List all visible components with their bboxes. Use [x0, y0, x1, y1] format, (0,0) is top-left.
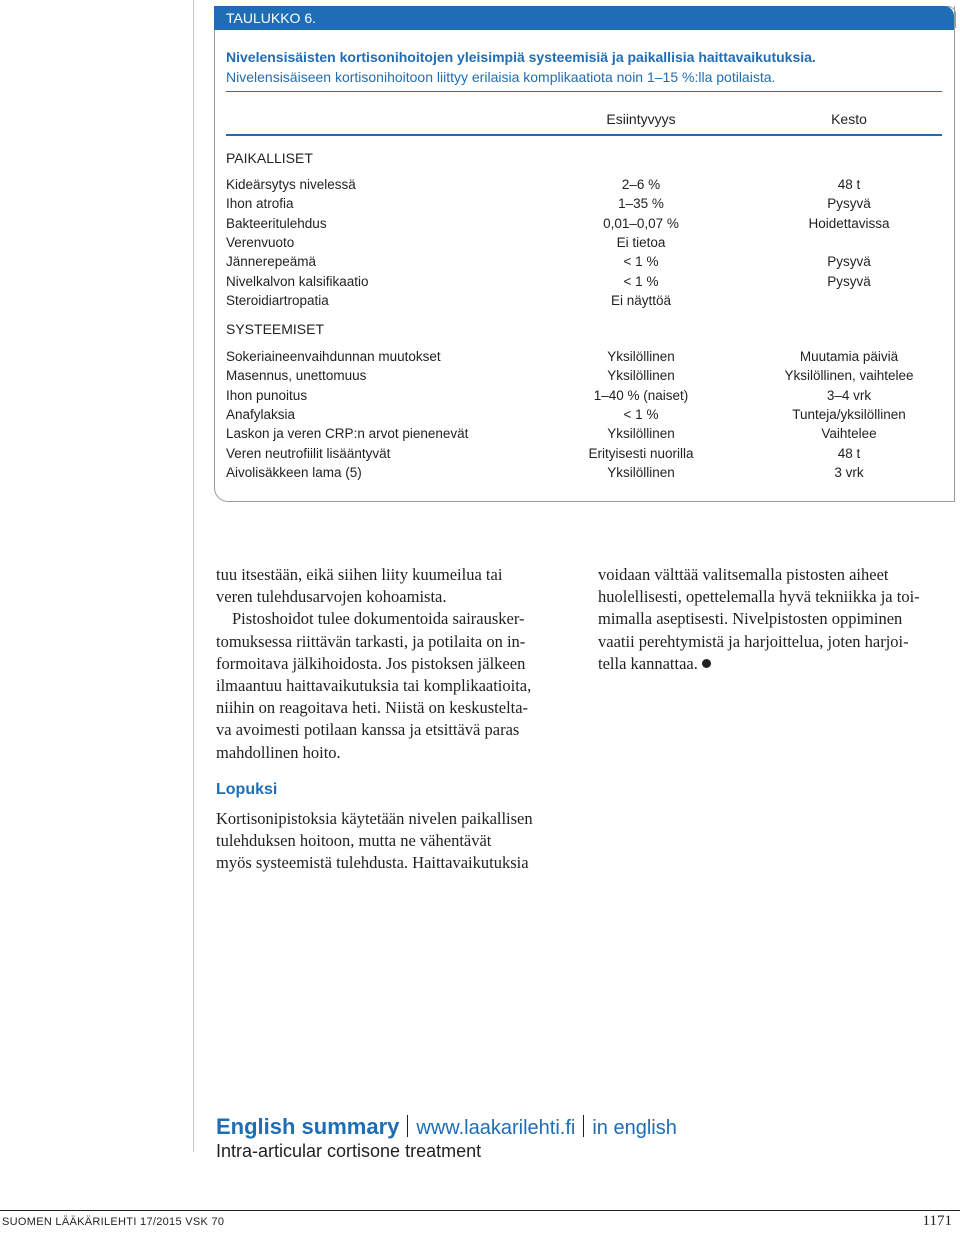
table-header-bottom-rule — [226, 134, 942, 136]
table-cell-frequency: 2–6 % — [621, 177, 661, 192]
table-cell-name: Steroidiartropatia — [226, 292, 329, 308]
table-cell-name: Ihon atrofia — [226, 196, 294, 212]
text-line — [598, 653, 958, 675]
footer-journal-info: SUOMEN LÄÄKÄRILEHTI 17/2015 VSK 70 — [2, 1216, 225, 1228]
table-cell-name: Verenvuoto — [226, 234, 295, 250]
left-column-rule — [193, 0, 194, 1152]
table-cell-name: Anafylaksia — [226, 406, 296, 422]
separator-bar — [583, 1115, 584, 1137]
table-cell-name: Bakteeritulehdus — [226, 215, 327, 231]
table-cell-name: Veren neutrofiilit lisääntyvät — [226, 445, 391, 461]
separator-bar — [407, 1115, 408, 1137]
text-line: mimalla aseptisesti. Nivelpistosten oppiminen — [598, 609, 903, 629]
table-row — [226, 214, 942, 233]
table-cell-frequency: < 1 % — [623, 254, 659, 270]
table-row — [226, 424, 942, 443]
table-cell-frequency: Ei tietoa — [616, 234, 666, 250]
table-row — [226, 347, 942, 366]
text-line: va avoimesti potilaan kanssa ja etsittävä paras — [216, 720, 520, 740]
text-line: tuu itsestään, eikä siihen liity kuumeilua tai — [216, 565, 503, 584]
text-line: myös systeemistä tulehdusta. Haittavaikutuksia — [216, 853, 529, 873]
table-cell-name: Jännerepeämä — [226, 254, 317, 270]
table-cell-duration: Pysyvä — [827, 196, 871, 212]
table-cell-frequency: Ei näyttöä — [610, 292, 672, 308]
text-line: voidaan välttää valitsemalla pistosten aiheet — [598, 565, 889, 584]
table-cell-duration: Pysyvä — [827, 254, 871, 270]
text-line: tomuksessa riittävän tarkasti, ja potilaita on in- — [216, 631, 526, 651]
english-summary — [216, 1114, 677, 1140]
table-cell-frequency: < 1 % — [623, 406, 659, 422]
table-row — [226, 366, 942, 385]
table-cell-duration: Yksilöllinen, vaihtelee — [784, 368, 914, 384]
english-summary-section-link[interactable]: in english — [592, 1117, 677, 1139]
text-line: huolellisesti, opettelemalla hyvä tekniikka ja toi- — [598, 587, 920, 607]
text-line: niihin on reagoitava heti. Niistä on keskustelta- — [216, 698, 529, 718]
end-of-article-bullet-icon — [702, 659, 711, 668]
english-summary-url-link[interactable]: www.laakarilehti.fi — [416, 1117, 576, 1139]
text-line: veren tulehdusarvojen kohoamista. — [216, 587, 447, 607]
lopuksi-paragraph — [216, 808, 576, 875]
table-cell-frequency: 1–35 % — [618, 196, 664, 212]
table-cell-duration: Pysyvä — [827, 273, 871, 289]
table-cell-duration: Muutamia päiviä — [799, 349, 899, 364]
table-header-top-rule — [226, 91, 942, 92]
table-cell-frequency: 0,01–0,07 % — [603, 215, 679, 231]
text-line: Pistoshoidot tulee dokumentoida sairausker- — [232, 609, 525, 629]
column-header-esiintyvyys: Esiintyvyys — [606, 111, 676, 127]
table-row — [226, 463, 942, 482]
subhead-lopuksi: Lopuksi — [216, 781, 278, 798]
table-row — [226, 175, 942, 194]
table-cell-frequency: Yksilöllinen — [607, 368, 675, 384]
english-summary-subtitle: Intra-articular cortisone treatment — [216, 1141, 482, 1161]
table-label: TAULUKKO 6. — [214, 6, 954, 30]
body-left-column — [216, 564, 576, 764]
table-row — [226, 405, 942, 424]
text-line: vaatii perehtymistä ja harjoittelua, joten harjoi- — [598, 631, 909, 651]
table-row — [226, 444, 942, 463]
table-cell-duration: 3 vrk — [834, 464, 864, 480]
table-cell-frequency: Yksilöllinen — [607, 426, 675, 442]
table-cell-duration: Vaihtelee — [821, 426, 877, 442]
table-row — [226, 252, 942, 271]
section-title-systemic: SYSTEEMISET — [226, 321, 325, 337]
table-cell-name: Masennus, unettomuus — [226, 368, 367, 384]
text-line: Kortisonipistoksia käytetään nivelen paikallisen — [216, 809, 533, 828]
table-row — [226, 386, 942, 405]
section-title-local: PAIKALLISET — [226, 150, 313, 166]
table-cell-frequency: < 1 % — [623, 273, 659, 289]
text-line-end: tella kannattaa. — [598, 653, 698, 673]
table-caption-line1: Nivelensisäisten kortisonihoitojen yleisimpiä systeemisiä ja paikallisia haittavaikutuksia. — [226, 49, 816, 65]
table-cell-duration: Hoidettavissa — [808, 215, 890, 231]
table-cell-name: Nivelkalvon kalsifikaatio — [226, 273, 369, 289]
text-line: mahdollinen hoito. — [216, 742, 341, 762]
table-cell-frequency: Yksilöllinen — [607, 464, 675, 480]
text-line: tulehduksen hoitoon, mutta ne vähentävät — [216, 831, 492, 851]
table-caption-line2: Nivelensisäiseen kortisonihoitoon liittyy erilaisia komplikaatiota noin 1–15 %:lla potilaista. — [226, 69, 776, 85]
table-cell-frequency: 1–40 % (naiset) — [593, 387, 689, 403]
table-cell-name: Kideärsytys nivelessä — [226, 177, 356, 192]
table-row — [226, 291, 942, 310]
table-cell-frequency: Erityisesti nuorilla — [588, 445, 694, 461]
body-right-column — [598, 564, 958, 675]
table-row — [226, 194, 942, 213]
table-cell-name: Laskon ja veren CRP:n arvot pienenevät — [226, 426, 469, 442]
column-header-kesto: Kesto — [831, 111, 867, 127]
table-caption — [226, 47, 816, 87]
table-cell-frequency: Yksilöllinen — [607, 349, 675, 364]
table-row — [226, 233, 942, 252]
table-cell-duration: 48 t — [837, 445, 861, 461]
footer-rule — [0, 1210, 960, 1211]
table-cell-duration: Tunteja/yksilöllinen — [792, 406, 906, 422]
table-cell-name: Ihon punoitus — [226, 387, 308, 403]
table-cell-name: Sokeriaineenvaihdunnan muutokset — [226, 349, 441, 364]
table-cell-name: Aivolisäkkeen lama (5) — [226, 464, 362, 480]
text-line: formoitava jälkihoidosta. Jos pistoksen jälkeen — [216, 653, 526, 673]
text-line: ilmaantuu haittavaikutuksia tai komplikaatioita, — [216, 676, 532, 696]
table-cell-duration: 3–4 vrk — [826, 387, 872, 403]
footer-page-number: 1171 — [922, 1213, 952, 1229]
english-summary-title: English summary — [216, 1114, 400, 1139]
table-row — [226, 272, 942, 291]
table-cell-duration: 48 t — [837, 177, 861, 192]
